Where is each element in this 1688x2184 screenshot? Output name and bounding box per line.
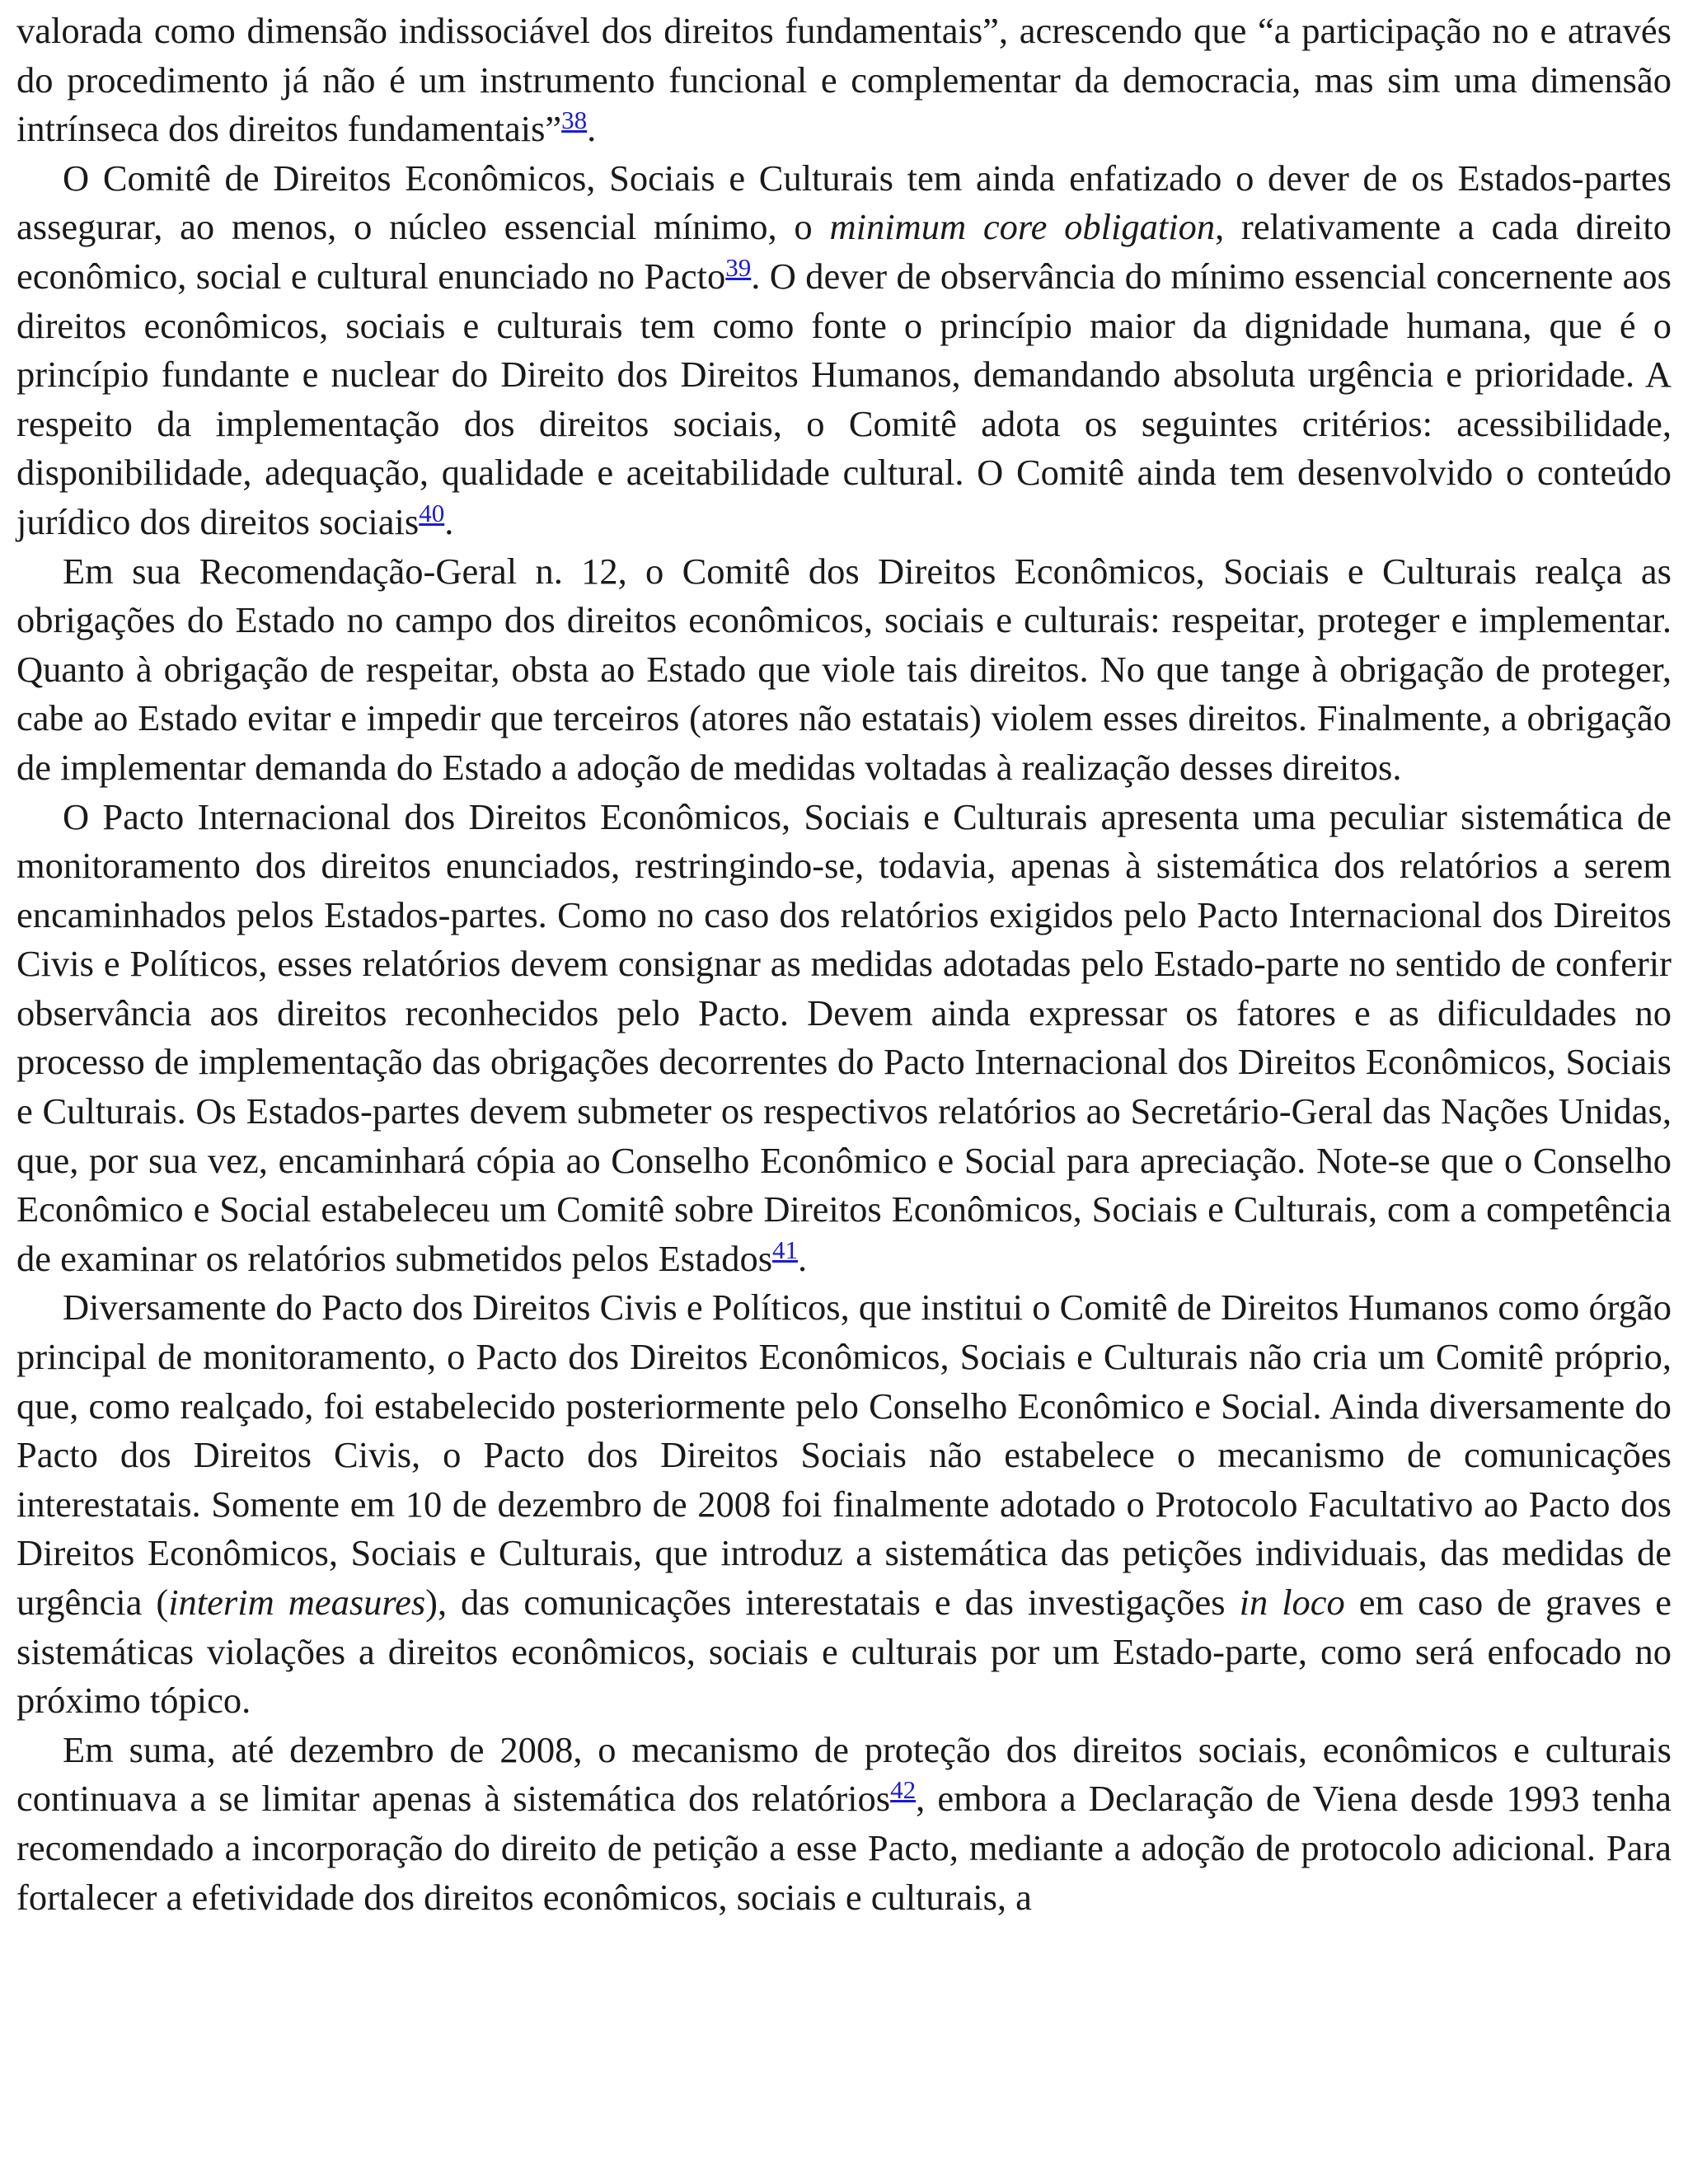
paragraph: [16, 547, 1672, 793]
body-text: O Pacto Internacional dos Direitos Econômicos, Sociais e Culturais apresenta uma peculiar sistemática de monitoramento dos direitos enunciados, restringindo-se, todavia, apenas à sistemática dos relatórios a serem encaminhados pelos Estados-partes. Como no caso dos relatórios exigidos pelo Pacto Internacional dos Direitos Civis e Políticos, esses relatórios devem consignar as medidas adotadas pelo Estado-parte no sentido de conferir observância aos direitos reconhecidos pelo Pacto. Devem ainda expressar os fatores e as dificuldades no processo de implementação das obrigações decorrentes do Pacto Internacional dos Direitos Econômicos, Sociais e Culturais. Os Estados-partes devem submeter os respectivos relatórios ao Secretário-Geral das Nações Unidas, que, por sua vez, encaminhará cópia ao Conselho Econômico e Social para apreciação. Note-se que o Conselho Econômico e Social estabeleceu um Comitê sobre Direitos Econômicos, Sociais e Culturais, com a competência de examinar os relatórios submetidos pelos Estados: [16, 795, 1672, 1279]
body-text: ), das comunicações interestatais e das investigações: [425, 1582, 1240, 1623]
body-text: Diversamente do Pacto dos Direitos Civis e Políticos, que institui o Comitê de Direitos Humanos como órgão principal de monitoramento, o Pacto dos Direitos Econômicos, Sociais e Culturais não cria um Comitê próprio, que, como realçado, foi estabelecido posteriormente pelo Conselho Econômico e Social. Ainda diversamente do Pacto dos Direitos Civis, o Pacto dos Direitos Sociais não estabelece o mecanismo de comunicações interestatais. Somente em 10 de dezembro de 2008 foi finalmente adotado o Protocolo Facultativo ao Pacto dos Direitos Econômicos, Sociais e Culturais, que introduz a sistemática das petições individuais, das medidas de urgência (: [16, 1286, 1672, 1623]
footnote-link[interactable]: 38: [561, 105, 588, 135]
body-text: . O dever de observância do mínimo essencial concernente aos direitos econômicos, sociais e culturais tem como fonte o princípio maior da dignidade humana, que é o princípio fundante e nuclear do Direito dos Direitos Humanos, demandando absoluta urgência e prioridade. A respeito da implementação dos direitos sociais, o Comitê adota os seguintes critérios: acessibilidade, disponibilidade, adequação, qualidade e aceitabilidade cultural. O Comitê ainda tem desenvolvido o conteúdo jurídico dos direitos sociais: [16, 255, 1672, 542]
footnote-link[interactable]: 42: [890, 1775, 917, 1805]
body-text: Em sua Recomendação-Geral n. 12, o Comitê dos Direitos Econômicos, Sociais e Culturais realça as obrigações do Estado no campo dos direitos econômicos, sociais e culturais: respeitar, proteger e implementar. Quanto à obrigação de respeitar, obsta ao Estado que viole tais direitos. No que tange à obrigação de proteger, cabe ao Estado evitar e impedir que terceiros (atores não estatais) violem esses direitos. Finalmente, a obrigação de implementar demanda do Estado a adoção de medidas voltadas à realização desses direitos.: [16, 550, 1672, 788]
paragraph: [16, 1726, 1672, 1922]
body-text: O Comitê de Direitos Econômicos, Sociais e Culturais tem ainda enfatizado o dever de os Estados-partes assegurar, ao menos, o núcleo essencial mínimo, o: [16, 157, 1672, 248]
body-text: .: [798, 1237, 808, 1279]
paragraph: [16, 7, 1672, 154]
italic-text: interim measures: [168, 1582, 426, 1623]
body-text: Em suma, até dezembro de 2008, o mecanismo de proteção dos direitos sociais, econômicos e culturais continuava a se limitar apenas à sistemática dos relatórios: [16, 1728, 1672, 1820]
paragraph: [16, 1283, 1672, 1725]
body-text: .: [444, 500, 454, 542]
footnote-link[interactable]: 39: [725, 252, 752, 282]
italic-text: in loco: [1239, 1582, 1345, 1623]
paragraph: [16, 793, 1672, 1284]
footnote-link[interactable]: 41: [772, 1235, 799, 1264]
body-text: , embora a Declaração de Viena desde 1993 tenha recomendado a incorporação do direito de petição a esse Pacto, mediante a adoção de protocolo adicional. Para fortalecer a efetividade dos direitos econômicos, sociais e culturais, a: [16, 1778, 1672, 1918]
body-text: em caso de graves e sistemáticas violações a direitos econômicos, sociais e culturais por um Estado-parte, como será enfocado no próximo tópico.: [16, 1582, 1672, 1722]
body-text: , relativamente a cada direito econômico, social e cultural enunciado no Pacto: [16, 206, 1672, 297]
italic-text: minimum core obligation: [829, 206, 1216, 248]
body-text: .: [587, 108, 597, 150]
paragraph: [16, 154, 1672, 547]
body-text: valorada como dimensão indissociável dos direitos fundamentais”, acrescendo que “a participação no e através do procedimento já não é um instrumento funcional e complementar da democracia, mas sim uma dimensão intrínseca dos direitos fundamentais”: [16, 10, 1672, 150]
footnote-link[interactable]: 40: [419, 498, 445, 527]
